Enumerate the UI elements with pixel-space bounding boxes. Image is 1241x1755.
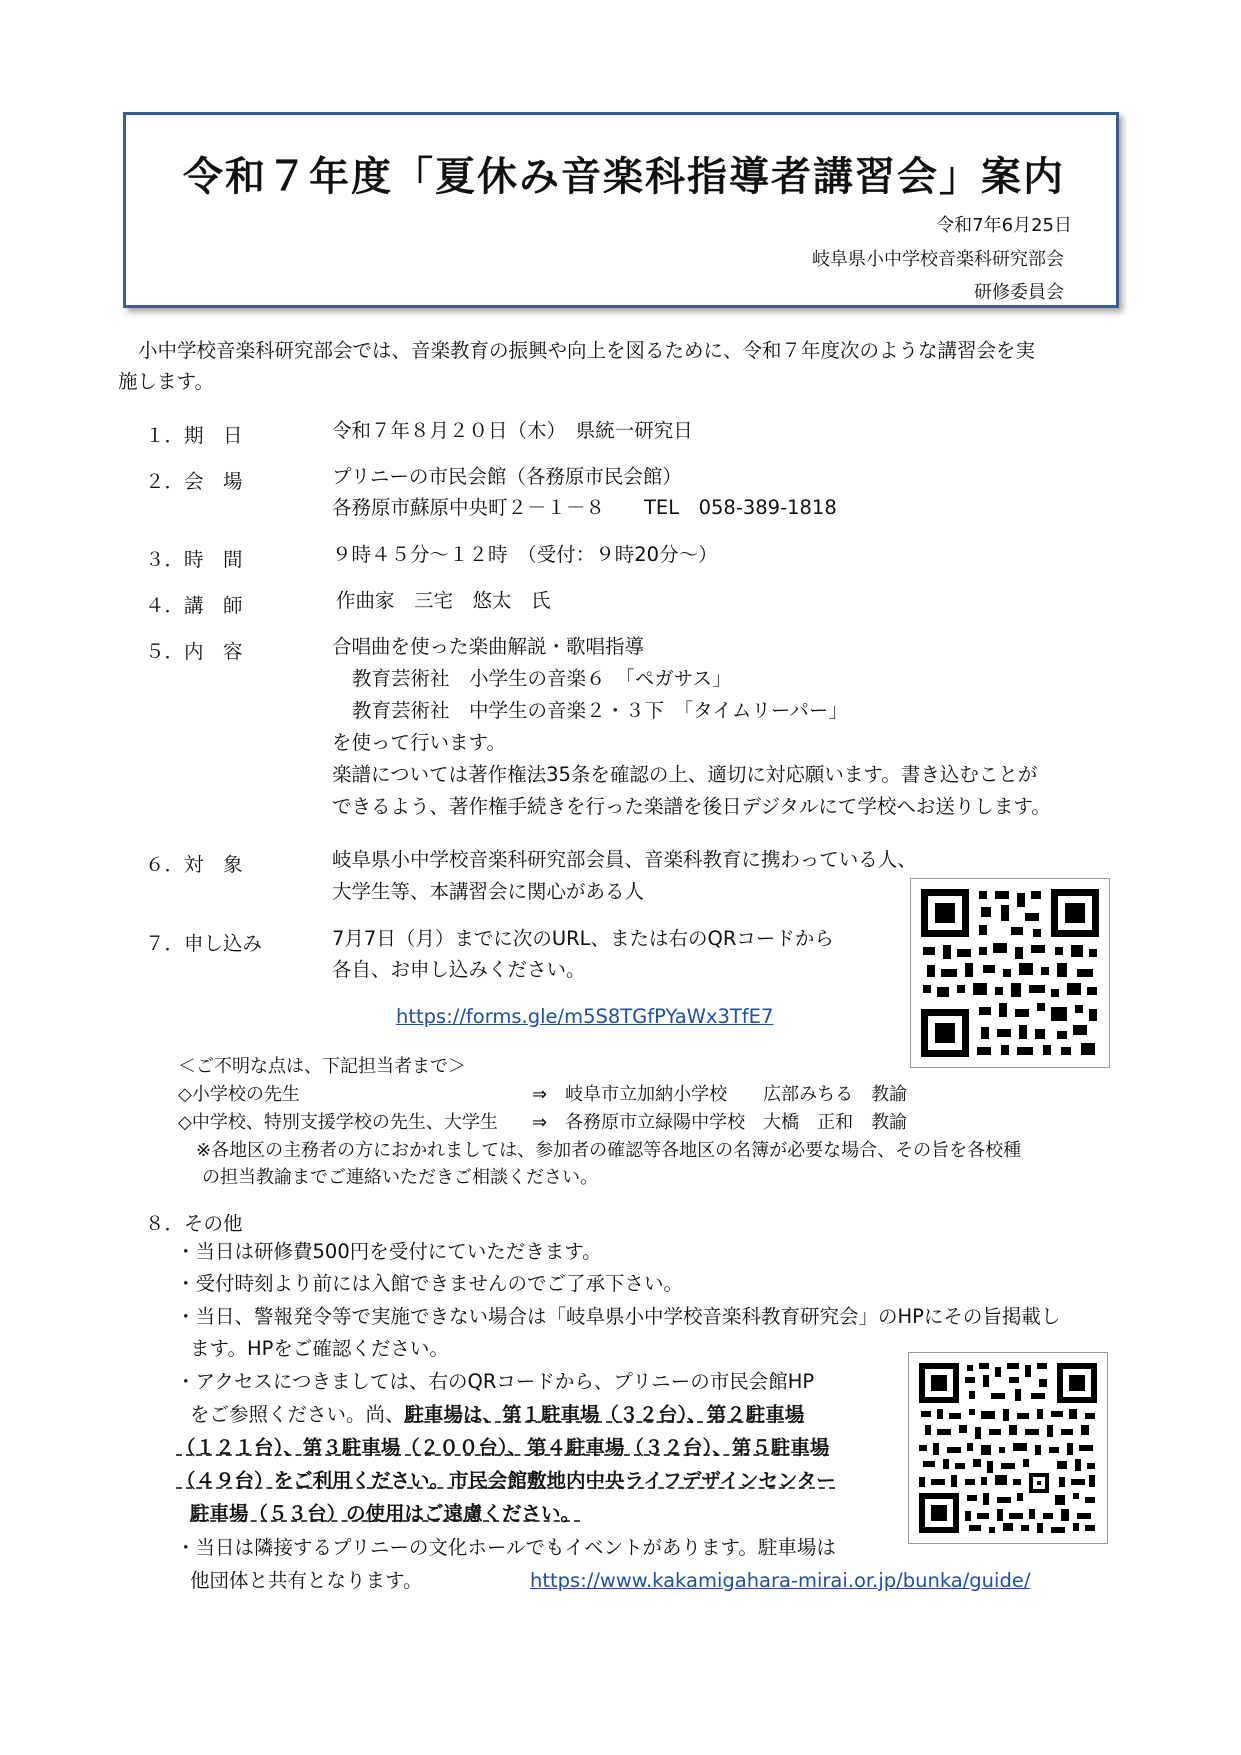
other-bullet-5a: ・当日は隣接するプリニーの文化ホールでもイベントがあります。駐車場は — [176, 1536, 836, 1559]
contact-heading: ＜ご不明な点は、下記担当者まで＞ — [178, 1056, 466, 1077]
venue-qr-code[interactable] — [908, 1352, 1108, 1544]
issue-date: 令和7年6月25日 — [936, 215, 1072, 236]
other-bullet-4b — [190, 1400, 804, 1430]
committee: 研修委員会 — [974, 282, 1064, 303]
section-content-line-6: できるよう、著作権手続きを行った楽譜を後日デジタルにて学校へお送りします。 — [332, 795, 1051, 818]
contact-note-2: の担当教諭までご連絡いただきご相談ください。 — [202, 1167, 598, 1188]
section-target-line-1: 岐阜県小中学校音楽科研究部会員、音楽科教育に携わっている人、 — [332, 848, 917, 871]
parking-info-line-3: （４９台）をご利用ください。市民会館敷地内中央ライフデザインセンター — [176, 1469, 836, 1492]
section-apply-line-2: 各自、お申し込みください。 — [332, 958, 586, 981]
section-content-line-1: 合唱曲を使った楽曲解説・歌唱指導 — [332, 635, 645, 658]
section-target-line-2: 大学生等、本講習会に関心がある人 — [332, 880, 645, 903]
contact-row-1-left: ◇小学校の先生 — [178, 1084, 300, 1105]
intro-line-2: 施します。 — [118, 370, 214, 393]
other-bullet-3a: ・当日、警報発令等で実施できない場合は「岐阜県小中学校音楽科教育研究会」のHPにその旨掲載し — [176, 1305, 1061, 1328]
qr-code-icon — [919, 1363, 1097, 1533]
venue-guide-link[interactable]: https://www.kakamigahara-mirai.or.jp/bunka/guide/ — [530, 1569, 1031, 1592]
contact-row-2-left: ◇中学校、特別支援学校の先生、大学生 — [178, 1112, 498, 1133]
qr-code-icon — [921, 889, 1099, 1057]
parking-info-line-2: （１２１台）、第３駐車場（２００台）、第４駐車場（３２台）、第５駐車場 — [176, 1436, 830, 1459]
contact-row-1-right: ⇒ 岐阜市立加納小学校 広部みちる 教諭 — [532, 1084, 908, 1105]
other-bullet-2: ・受付時刻より前には入館できませんのでご了承下さい。 — [176, 1272, 684, 1295]
section-lecturer-text: 作曲家 三宅 悠太 氏 — [336, 589, 551, 612]
parking-info-bold: 駐車場は、第１駐車場（３２台）、第２駐車場 — [404, 1403, 805, 1426]
section-target-label: ６．対 象 — [145, 853, 243, 876]
contact-row-2-right: ⇒ 各務原市立緑陽中学校 大橋 正和 教諭 — [532, 1112, 908, 1133]
section-time-label: ３．時 間 — [145, 548, 243, 571]
parking-info-line-4: 駐車場（５３台）の使用はご遠慮ください。 — [190, 1502, 581, 1525]
application-qr-code[interactable] — [910, 878, 1110, 1068]
section-venue-label: ２．会 場 — [145, 470, 243, 493]
apply-form-link[interactable]: https://forms.gle/m5S8TGfPYaWx3TfE7 — [396, 1005, 774, 1028]
section-content-label: ５．内 容 — [145, 640, 243, 663]
section-date-label: １．期 日 — [145, 424, 243, 447]
section-venue-line-1: プリニーの市民会館（各務原市民会館） — [332, 465, 682, 488]
section-content-line-4: を使って行います。 — [332, 731, 506, 754]
other-bullet-3b: ます。HPをご確認ください。 — [190, 1337, 449, 1360]
other-bullet-1: ・当日は研修費500円を受付にていただきます。 — [176, 1240, 602, 1263]
section-date-text: 令和７年８月２０日（木） 県統一研究日 — [332, 419, 693, 442]
section-other-label: ８．その他 — [145, 1212, 243, 1235]
other-bullet-4a: ・アクセスにつきましては、右のQRコードから、プリニーの市民会館HP — [176, 1370, 815, 1393]
header-box — [123, 112, 1119, 308]
section-time-text: ９時４５分～１２時 （受付：９時20分～） — [332, 543, 718, 566]
intro-line-1: 小中学校音楽科研究部会では、音楽教育の振興や向上を図るために、令和７年度次のような講習会を実 — [138, 339, 1036, 362]
organization: 岐阜県小中学校音楽科研究部会 — [812, 249, 1064, 270]
section-apply-label: ７．申し込み — [145, 932, 263, 955]
section-venue-line-2: 各務原市蘇原中央町２－１－８ TEL 058-389-1818 — [332, 496, 837, 519]
section-content-line-5: 楽譜については著作権法35条を確認の上、適切に対応願います。書き込むことが — [332, 763, 1038, 786]
section-apply-line-1: 7月7日（月）までに次のURL、または右のQRコードから — [332, 927, 834, 950]
section-lecturer-label: ４．講 師 — [145, 594, 243, 617]
page-title: 令和７年度「夏休み音楽科指導者講習会」案内 — [183, 154, 1065, 200]
contact-note-1: ※各地区の主務者の方におかれましては、参加者の確認等各地区の名簿が必要な場合、その旨を各校種 — [196, 1140, 1022, 1161]
section-content-line-2: 教育芸術社 小学生の音楽６ 「ペガサス」 — [352, 667, 732, 690]
other-bullet-5b: 他団体と共有となります。 — [190, 1569, 423, 1592]
section-content-line-3: 教育芸術社 中学生の音楽２・３下 「タイムリーパー」 — [352, 699, 848, 722]
other-bullet-4b-prefix: をご参照ください。尚、 — [190, 1403, 405, 1426]
